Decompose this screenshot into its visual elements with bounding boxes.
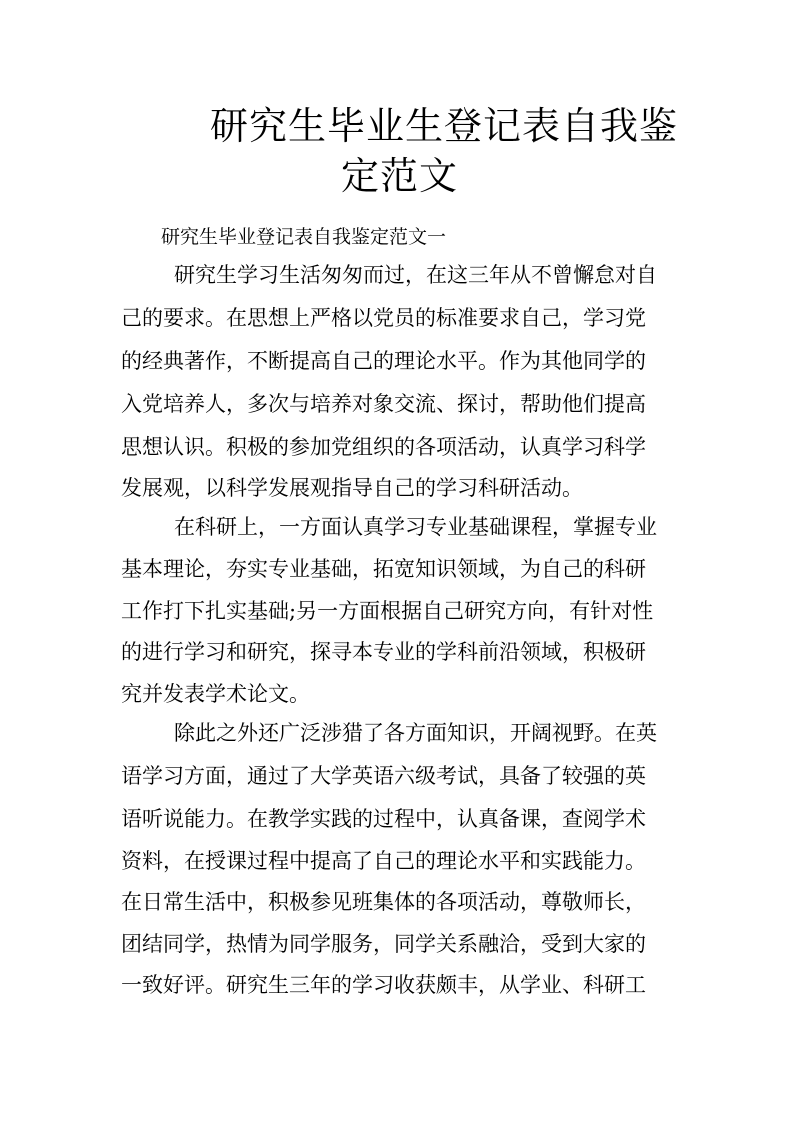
paragraph-line: 一致好评。研究生三年的学习收获颇丰，从学业、科研工: [121, 973, 646, 997]
document-title-line-1: 研究生毕业生登记表自我鉴: [210, 104, 679, 148]
paragraph-line: 语听说能力。在教学实践的过程中，认真备课，查阅学术: [121, 807, 646, 831]
paragraph-line: 的经典著作，不断提高自己的理论水平。作为其他同学的: [121, 349, 646, 373]
paragraph-line: 发展观，以科学发展观指导自己的学习科研活动。: [121, 476, 583, 500]
paragraph-line: 团结同学，热情为同学服务，同学关系融洽，受到大家的: [121, 932, 646, 956]
paragraph-line: 究并发表学术论文。: [121, 682, 310, 706]
paragraph-line: 资料，在授课过程中提高了自己的理论水平和实践能力。: [121, 849, 646, 873]
document-title-line-2: 定范文: [341, 154, 459, 198]
paragraph-line: 在科研上，一方面认真学习专业基础课程，掌握专业: [174, 515, 657, 539]
paragraph-line: 除此之外还广泛涉猎了各方面知识，开阔视野。在英: [174, 721, 657, 745]
paragraph-line: 入党培养人，多次与培养对象交流、探讨，帮助他们提高: [121, 392, 646, 416]
section-heading: 研究生毕业登记表自我鉴定范文一: [161, 226, 447, 248]
paragraph-line: 基本理论，夯实专业基础，拓宽知识领域，为自己的科研: [121, 557, 646, 581]
paragraph-line: 研究生学习生活匆匆而过，在这三年从不曾懈怠对自: [174, 263, 657, 287]
paragraph-line: 己的要求。在思想上严格以党员的标准要求自己，学习党: [121, 306, 646, 330]
paragraph-line: 的进行学习和研究，探寻本专业的学科前沿领域，积极研: [121, 640, 646, 664]
paragraph-line: 语学习方面，通过了大学英语六级考试，具备了较强的英: [121, 764, 646, 788]
paragraph-line: 工作打下扎实基础;另一方面根据自己研究方向，有针对性: [121, 599, 654, 623]
paragraph-line: 思想认识。积极的参加党组织的各项活动，认真学习科学: [121, 435, 646, 459]
paragraph-line: 在日常生活中，积极参见班集体的各项活动，尊敬师长，: [121, 890, 646, 914]
